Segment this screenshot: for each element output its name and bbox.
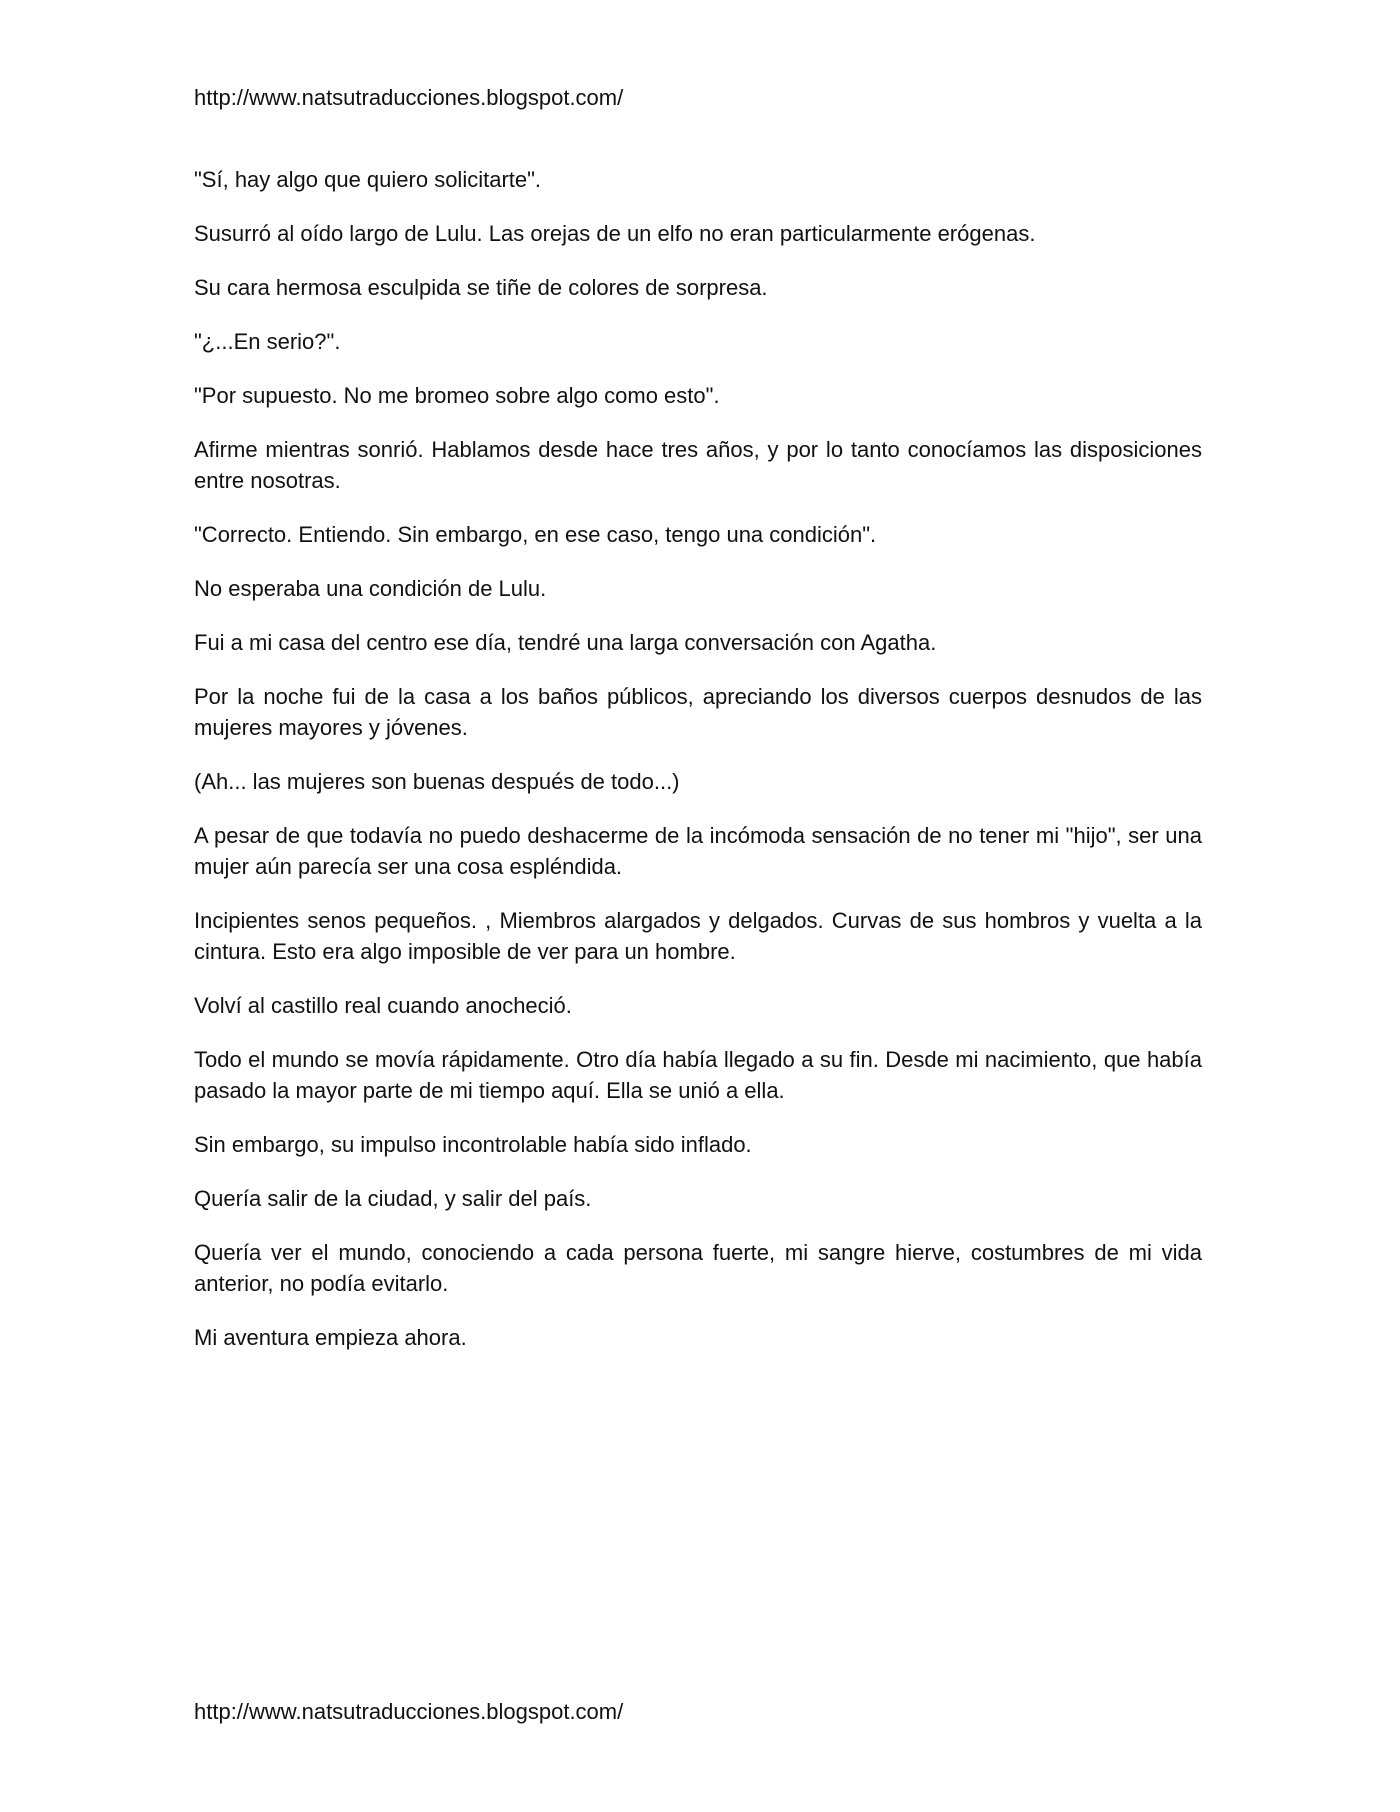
paragraph: Susurró al oído largo de Lulu. Las orejas de un elfo no eran particularmente erógenas. (194, 221, 1036, 246)
paragraph: Quería salir de la ciudad, y salir del país. (194, 1186, 592, 1211)
paragraph: No esperaba una condición de Lulu. (194, 576, 547, 601)
footer-url: http://www.natsutraducciones.blogspot.com/ (194, 1699, 624, 1724)
paragraph: Por la noche fui de la casa a los baños públicos, apreciando los diversos cuerpos desnudos de las mujeres mayores y jóvenes. (194, 684, 1202, 740)
paragraph: Sin embargo, su impulso incontrolable había sido inflado. (194, 1132, 752, 1157)
paragraph: Volví al castillo real cuando anocheció. (194, 993, 572, 1018)
paragraph: (Ah... las mujeres son buenas después de todo...) (194, 769, 680, 794)
paragraph: "Sí, hay algo que quiero solicitarte". (194, 167, 542, 192)
paragraph: "¿...En serio?". (194, 329, 341, 354)
body-text (194, 164, 1202, 1376)
paragraph: Mi aventura empieza ahora. (194, 1325, 467, 1350)
paragraph: Incipientes senos pequeños. , Miembros alargados y delgados. Curvas de sus hombros y vuelta a la cintura. Esto era algo imposible de ver para un hombre. (194, 908, 1202, 964)
paragraph: "Por supuesto. No me bromeo sobre algo como esto". (194, 383, 720, 408)
paragraph: A pesar de que todavía no puedo deshacerme de la incómoda sensación de no tener mi "hijo", ser una mujer aún parecía ser una cosa espléndida. (194, 823, 1202, 879)
paragraph: "Correcto. Entiendo. Sin embargo, en ese caso, tengo una condición". (194, 522, 877, 547)
header-url: http://www.natsutraducciones.blogspot.com/ (194, 85, 624, 110)
paragraph: Su cara hermosa esculpida se tiñe de colores de sorpresa. (194, 275, 768, 300)
paragraph: Todo el mundo se movía rápidamente. Otro día había llegado a su fin. Desde mi nacimiento, que había pasado la mayor parte de mi tiempo aquí. Ella se unió a ella. (194, 1047, 1202, 1103)
paragraph: Quería ver el mundo, conociendo a cada persona fuerte, mi sangre hierve, costumbres de mi vida anterior, no podía evitarlo. (194, 1240, 1202, 1296)
paragraph: Fui a mi casa del centro ese día, tendré una larga conversación con Agatha. (194, 630, 937, 655)
paragraph: Afirme mientras sonrió. Hablamos desde hace tres años, y por lo tanto conocíamos las disposiciones entre nosotras. (194, 437, 1202, 493)
